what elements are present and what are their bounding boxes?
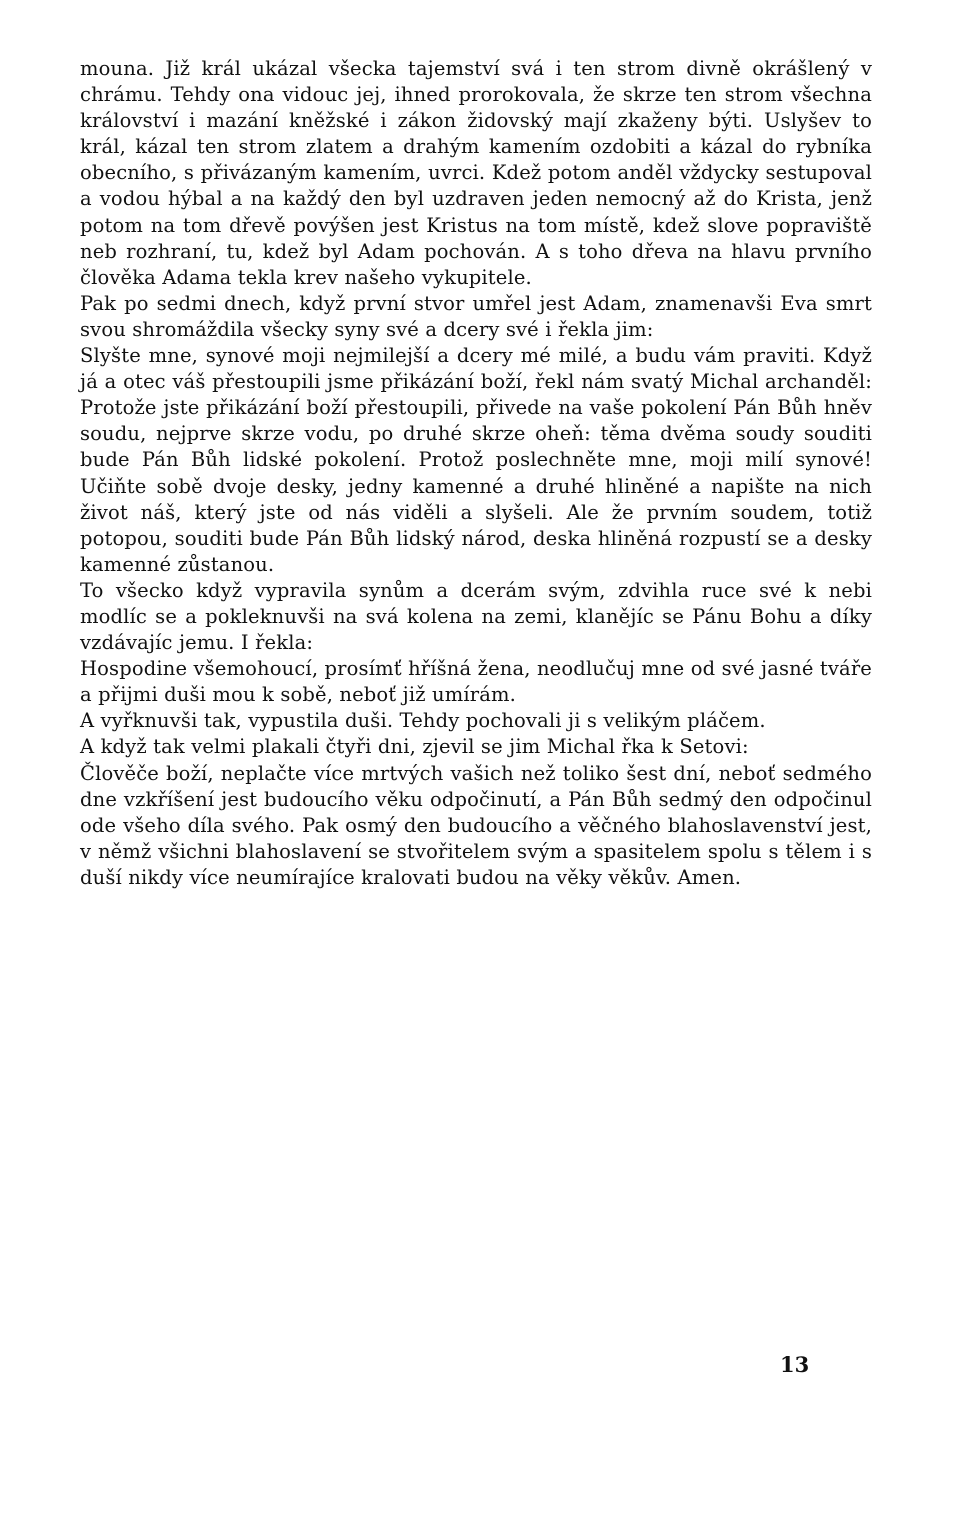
paragraph: To všecko když vypravila synům a dcerám svým, zdvihla ruce své k nebi modlíc se a pokleknuvši na svá kolena na zemi, klanějíc se Pánu Bohu a díky vzdávajíc jemu. I řekla: <box>80 578 872 655</box>
paragraph: mouna. Již král ukázal všecka tajemství svá i ten strom divně okrášlený v chrámu. Tehdy ona vidouc jej, ihned prorokovala, že skrze ten strom všechna království i mazání kněžské i zákon židovský mají zkaženy býti. Uslyšev to král, kázal ten strom zlatem a drahým kamením ozdobiti a kázal do rybníka obecního, s přivázaným kamením, uvrci. Kdež potom anděl vždycky sestupoval a vodou hýbal a na každý den byl uzdraven jeden nemocný až do Krista, jenž potom na tom dřevě povýšen jest Kristus na tom místě, kdež slove popraviště neb rozhraní, tu, kdež byl Adam pochován. A s toho dřeva na hlavu prvního člověka Adama tekla krev našeho vykupitele. <box>80 57 872 289</box>
paragraph: Pak po sedmi dnech, když první stvor umřel jest Adam, znamenavši Eva smrt svou shromáždila všecky syny své a dcery své i řekla jim: <box>80 291 872 341</box>
page-number: 13 <box>780 1352 810 1377</box>
paragraph: Člověče boží, neplačte více mrtvých vašich než toliko šest dní, neboť sedmého dne vzkříšení jest budoucího věku odpočinutí, a Pán Bůh sedmý den odpočinul ode všeho díla svého. Pak osmý den budoucího a věčného blahoslavenství jest, v němž všichni blahoslavení se stvořitelem svým a spasitelem spolu s tělem i s duší nikdy více neumírajíce kralovati budou na věky věkův. Amen. <box>80 761 872 889</box>
paragraph: Hospodine všemohoucí, prosímť hříšná žena, neodlučuj mne od své jasné tváře a přijmi duši mou k sobě, neboť již umírám. <box>80 657 872 707</box>
paragraph: Slyšte mne, synové moji nejmilejší a dcery mé milé, a budu vám praviti. Když já a otec váš přestoupili jsme přikázání boží, řekl nám svatý Michal archanděl: Protože jste přikázání boží přestoupili, přivede na vaše pokolení Pán Bůh hněv soudu, nejprve skrze vodu, po druhé skrze oheň: těma dvěma soudy souditi bude Pán Bůh lidské pokolení. Protož poslechněte mne, moji milí synové! Učiňte sobě dvoje desky, jedny kamenné a druhé hliněné a napište na nich život náš, který jste od nás viděli a slyšeli. Ale že prvním soudem, totiž potopou, souditi bude Pán Bůh lidský národ, deska hliněná rozpustí se a desky kamenné zůstanou. <box>80 344 872 576</box>
paragraph: A vyřknuvši tak, vypustila duši. Tehdy pochovali ji s velikým pláčem. <box>80 709 766 733</box>
body-text <box>80 56 872 891</box>
paragraph: A když tak velmi plakali čtyři dni, zjevil se jim Michal řka k Setovi: <box>80 735 749 759</box>
